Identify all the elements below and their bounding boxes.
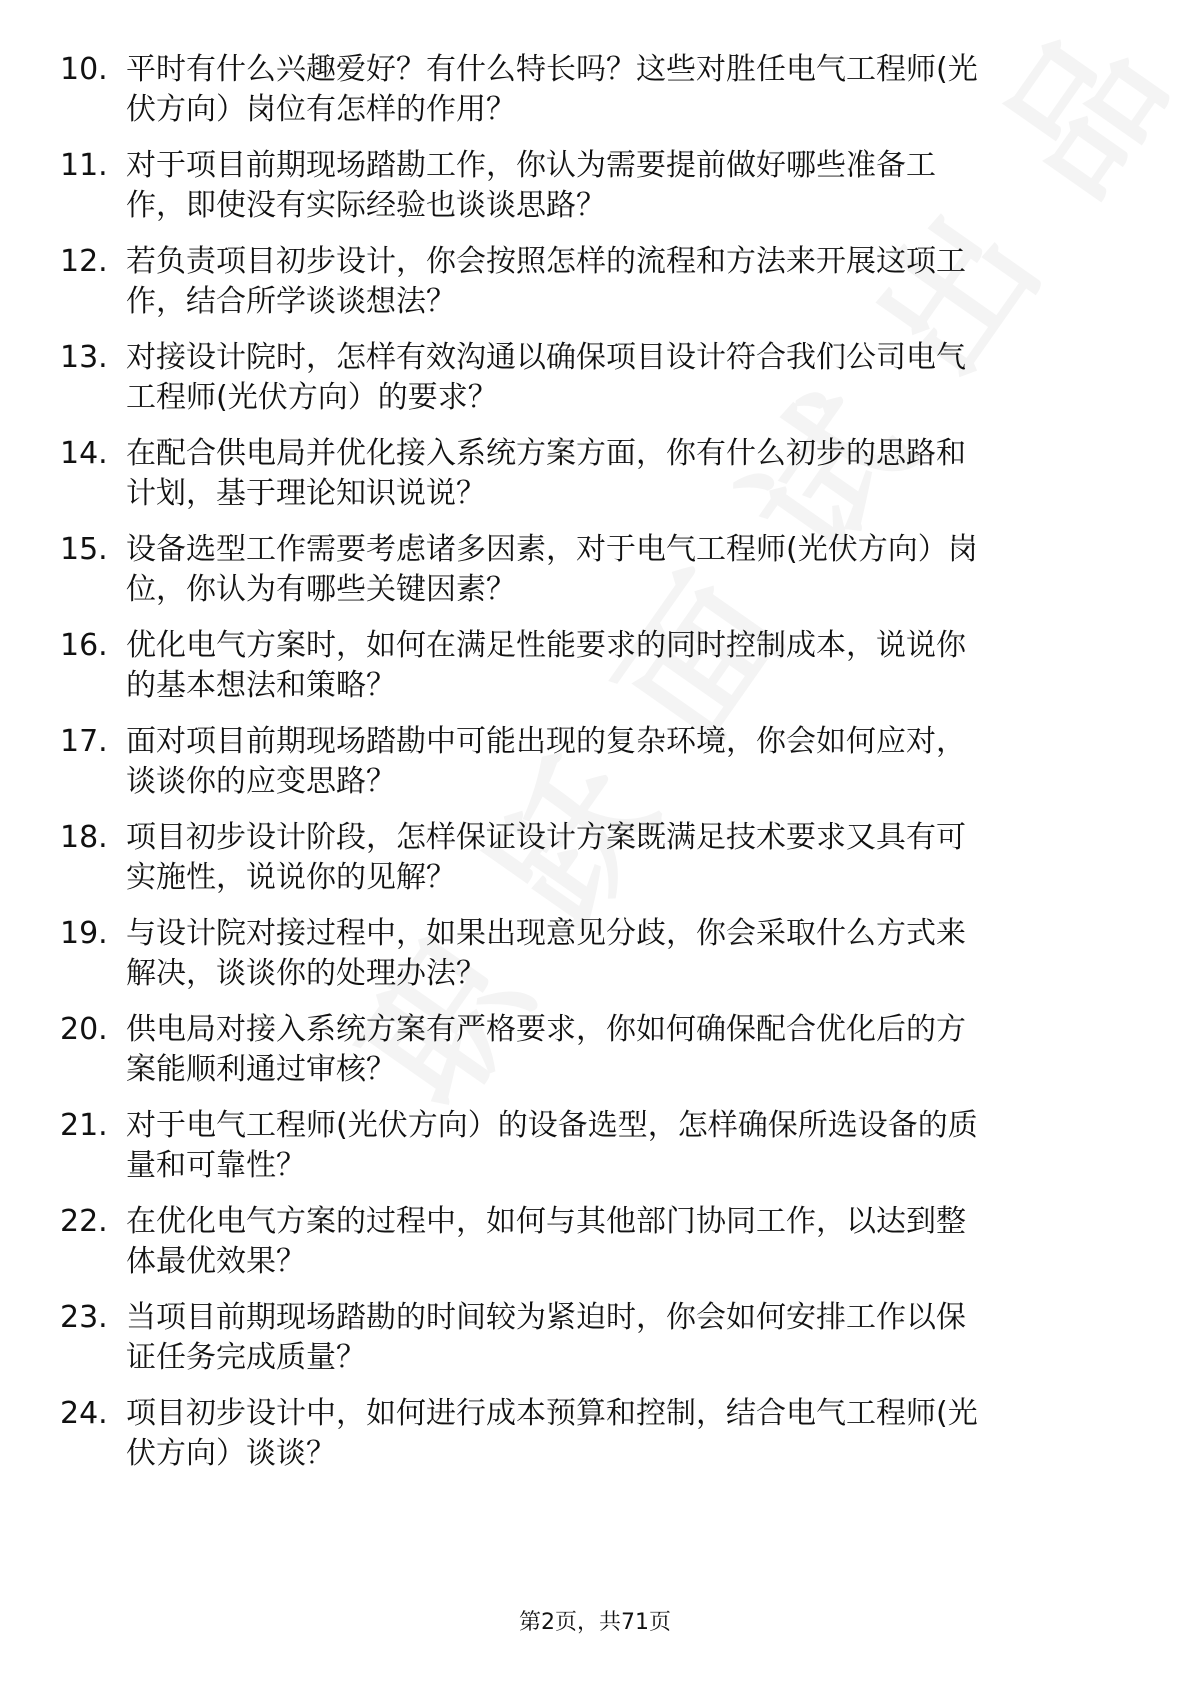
question-text-line: 平时有什么兴趣爱好？有什么特长吗？这些对胜任电气工程师(光 [126, 52, 978, 87]
question-text-line: 对于项目前期现场踏勘工作，你认为需要提前做好哪些准备工 [126, 148, 936, 183]
question-text-line: 的基本想法和策略？ [126, 668, 396, 703]
question-item [60, 1106, 1130, 1186]
question-number: 12. [60, 244, 108, 279]
question-text-line: 设备选型工作需要考虑诸多因素，对于电气工程师(光伏方向）岗 [126, 532, 978, 567]
question-item [60, 338, 1130, 418]
question-item [60, 818, 1130, 898]
question-text-line: 若负责项目初步设计，你会按照怎样的流程和方法来开展这项工 [126, 244, 966, 279]
question-item [60, 1010, 1130, 1090]
question-text-line: 在优化电气方案的过程中，如何与其他部门协同工作，以达到整 [126, 1204, 966, 1239]
question-number: 20. [60, 1012, 108, 1047]
question-number: 16. [60, 628, 108, 663]
question-text-line: 伏方向）谈谈？ [126, 1436, 336, 1471]
question-number: 11. [60, 148, 108, 183]
question-item [60, 1202, 1130, 1282]
page-number: 第2页，共71页 [519, 1610, 671, 1635]
question-item [60, 722, 1130, 802]
question-number: 13. [60, 340, 108, 375]
question-text-line: 项目初步设计中，如何进行成本预算和控制，结合电气工程师(光 [126, 1396, 978, 1431]
question-text-line: 计划，基于理论知识说说？ [126, 476, 486, 511]
question-text-line: 解决，谈谈你的处理办法？ [126, 956, 486, 991]
question-item [60, 914, 1130, 994]
question-text-line: 供电局对接入系统方案有严格要求，你如何确保配合优化后的方 [126, 1012, 966, 1047]
question-number: 18. [60, 820, 108, 855]
question-number: 14. [60, 436, 108, 471]
question-text-line: 与设计院对接过程中，如果出现意见分歧，你会采取什么方式来 [126, 916, 966, 951]
question-item [60, 1298, 1130, 1378]
question-item [60, 50, 1130, 130]
question-text-line: 证任务完成质量？ [126, 1340, 366, 1375]
question-text-line: 实施性，说说你的见解？ [126, 860, 456, 895]
question-item [60, 434, 1130, 514]
question-item [60, 146, 1130, 226]
question-text-line: 案能顺利通过审核？ [126, 1052, 396, 1087]
question-number: 15. [60, 532, 108, 567]
question-item [60, 530, 1130, 610]
question-text-line: 工程师(光伏方向）的要求？ [126, 380, 498, 415]
question-text-line: 对接设计院时，怎样有效沟通以确保项目设计符合我们公司电气 [126, 340, 966, 375]
question-text-line: 对于电气工程师(光伏方向）的设备选型，怎样确保所选设备的质 [126, 1108, 978, 1143]
question-number: 23. [60, 1300, 108, 1335]
question-text-line: 量和可靠性？ [126, 1148, 306, 1183]
question-number: 17. [60, 724, 108, 759]
question-item [60, 1394, 1130, 1474]
question-text-line: 项目初步设计阶段，怎样保证设计方案既满足技术要求又具有可 [126, 820, 966, 855]
question-text-line: 作，结合所学谈谈想法？ [126, 284, 456, 319]
question-item [60, 242, 1130, 322]
question-text-line: 谈谈你的应变思路？ [126, 764, 396, 799]
page-footer [0, 1608, 1190, 1638]
question-number: 10. [60, 52, 108, 87]
question-number: 22. [60, 1204, 108, 1239]
question-text-line: 作，即使没有实际经验也谈谈思路？ [126, 188, 606, 223]
question-text-line: 位，你认为有哪些关键因素？ [126, 572, 516, 607]
question-number: 21. [60, 1108, 108, 1143]
question-text-line: 伏方向）岗位有怎样的作用？ [126, 92, 516, 127]
question-text-line: 当项目前期现场踏勘的时间较为紧迫时，你会如何安排工作以保 [126, 1300, 966, 1335]
question-text-line: 在配合供电局并优化接入系统方案方面，你有什么初步的思路和 [126, 436, 966, 471]
question-text-line: 体最优效果？ [126, 1244, 306, 1279]
question-number: 19. [60, 916, 108, 951]
question-item [60, 626, 1130, 706]
question-number: 24. [60, 1396, 108, 1431]
question-text-line: 面对项目前期现场踏勘中可能出现的复杂环境，你会如何应对， [126, 724, 966, 759]
question-text-line: 优化电气方案时，如何在满足性能要求的同时控制成本，说说你 [126, 628, 966, 663]
